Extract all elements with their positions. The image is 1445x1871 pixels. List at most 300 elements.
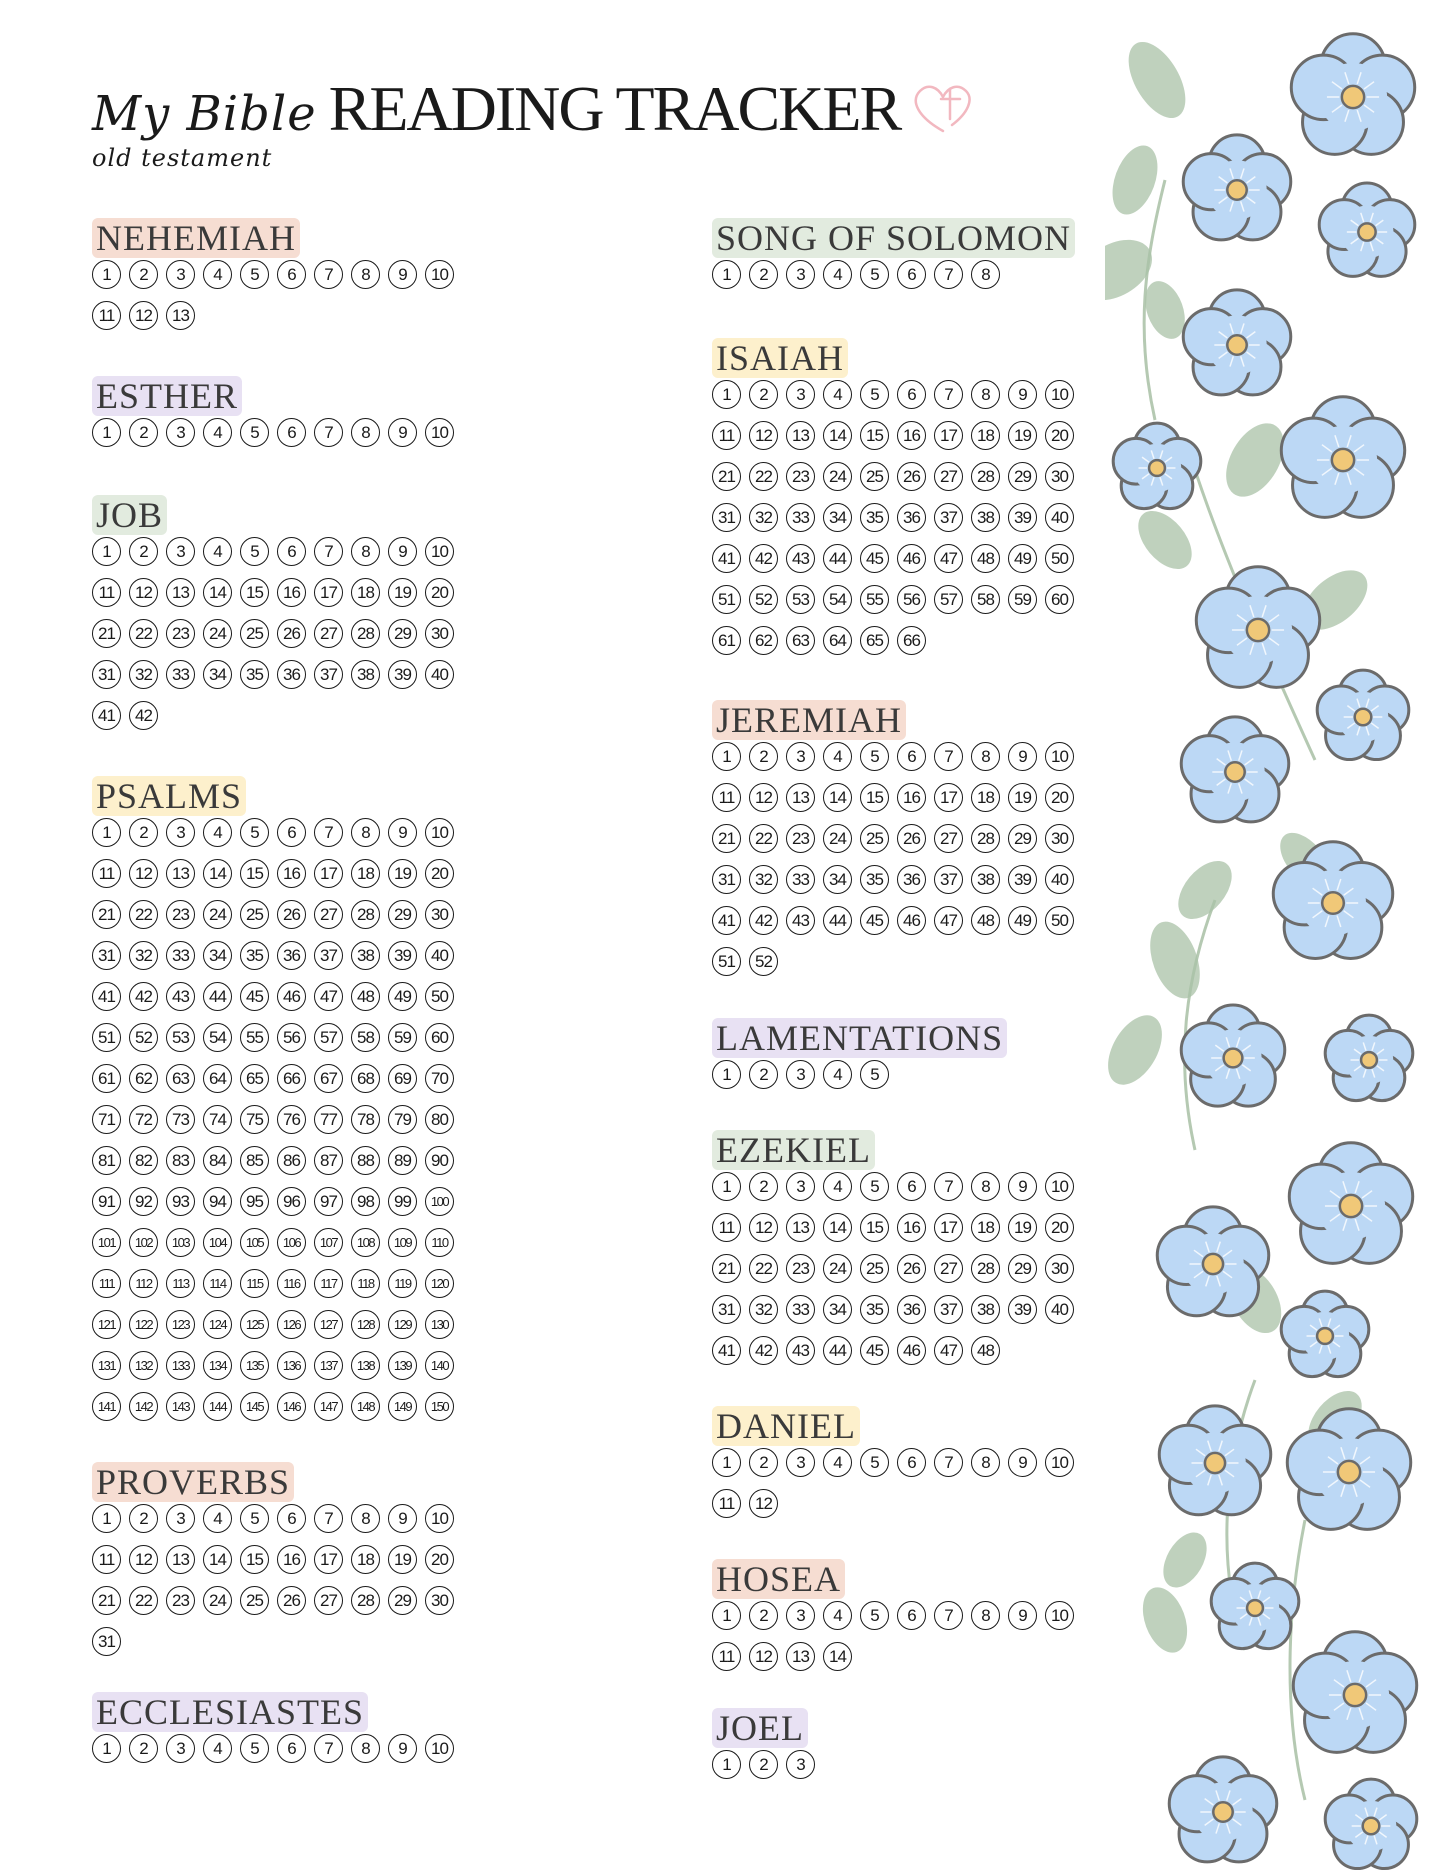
- chapter-checkbox[interactable]: 72: [129, 1105, 158, 1134]
- chapter-checkbox[interactable]: 52: [749, 585, 778, 614]
- chapter-checkbox[interactable]: 7: [934, 380, 963, 409]
- chapter-checkbox[interactable]: 116: [277, 1269, 306, 1298]
- chapter-checkbox[interactable]: 49: [1008, 544, 1037, 573]
- chapter-checkbox[interactable]: 12: [129, 1545, 158, 1574]
- chapter-checkbox[interactable]: 48: [971, 1336, 1000, 1365]
- chapter-checkbox[interactable]: 91: [92, 1187, 121, 1216]
- chapter-checkbox[interactable]: 24: [823, 462, 852, 491]
- chapter-checkbox[interactable]: 56: [277, 1023, 306, 1052]
- chapter-checkbox[interactable]: 14: [823, 1213, 852, 1242]
- chapter-checkbox[interactable]: 77: [314, 1105, 343, 1134]
- chapter-checkbox[interactable]: 133: [166, 1351, 195, 1380]
- chapter-checkbox[interactable]: 20: [425, 1545, 454, 1574]
- chapter-checkbox[interactable]: 1: [92, 818, 121, 847]
- chapter-checkbox[interactable]: 20: [1045, 1213, 1074, 1242]
- chapter-checkbox[interactable]: 2: [749, 1601, 778, 1630]
- chapter-checkbox[interactable]: 2: [749, 1448, 778, 1477]
- chapter-checkbox[interactable]: 113: [166, 1269, 195, 1298]
- chapter-checkbox[interactable]: 61: [92, 1064, 121, 1093]
- chapter-checkbox[interactable]: 22: [749, 1254, 778, 1283]
- chapter-checkbox[interactable]: 137: [314, 1351, 343, 1380]
- chapter-checkbox[interactable]: 2: [749, 1750, 778, 1779]
- chapter-checkbox[interactable]: 4: [823, 1448, 852, 1477]
- chapter-checkbox[interactable]: 8: [351, 1734, 380, 1763]
- chapter-checkbox[interactable]: 6: [277, 818, 306, 847]
- chapter-checkbox[interactable]: 13: [786, 1213, 815, 1242]
- chapter-checkbox[interactable]: 36: [277, 941, 306, 970]
- chapter-checkbox[interactable]: 1: [712, 1060, 741, 1089]
- chapter-checkbox[interactable]: 59: [388, 1023, 417, 1052]
- chapter-checkbox[interactable]: 39: [1008, 503, 1037, 532]
- chapter-checkbox[interactable]: 3: [786, 1601, 815, 1630]
- chapter-checkbox[interactable]: 31: [712, 503, 741, 532]
- chapter-checkbox[interactable]: 68: [351, 1064, 380, 1093]
- chapter-checkbox[interactable]: 57: [934, 585, 963, 614]
- chapter-checkbox[interactable]: 18: [971, 783, 1000, 812]
- chapter-checkbox[interactable]: 10: [1045, 1448, 1074, 1477]
- chapter-checkbox[interactable]: 11: [712, 421, 741, 450]
- chapter-checkbox[interactable]: 51: [92, 1023, 121, 1052]
- chapter-checkbox[interactable]: 63: [166, 1064, 195, 1093]
- chapter-checkbox[interactable]: 5: [240, 818, 269, 847]
- chapter-checkbox[interactable]: 2: [129, 260, 158, 289]
- chapter-checkbox[interactable]: 55: [240, 1023, 269, 1052]
- chapter-checkbox[interactable]: 3: [166, 418, 195, 447]
- chapter-checkbox[interactable]: 38: [971, 865, 1000, 894]
- chapter-checkbox[interactable]: 27: [314, 619, 343, 648]
- chapter-checkbox[interactable]: 32: [129, 941, 158, 970]
- chapter-checkbox[interactable]: 50: [1045, 544, 1074, 573]
- chapter-checkbox[interactable]: 1: [712, 1172, 741, 1201]
- chapter-checkbox[interactable]: 40: [1045, 865, 1074, 894]
- chapter-checkbox[interactable]: 120: [425, 1269, 454, 1298]
- chapter-checkbox[interactable]: 32: [749, 865, 778, 894]
- chapter-checkbox[interactable]: 37: [314, 660, 343, 689]
- chapter-checkbox[interactable]: 52: [749, 947, 778, 976]
- chapter-checkbox[interactable]: 86: [277, 1146, 306, 1175]
- chapter-checkbox[interactable]: 11: [92, 578, 121, 607]
- chapter-checkbox[interactable]: 24: [203, 1586, 232, 1615]
- chapter-checkbox[interactable]: 83: [166, 1146, 195, 1175]
- chapter-checkbox[interactable]: 18: [971, 421, 1000, 450]
- chapter-checkbox[interactable]: 31: [712, 1295, 741, 1324]
- chapter-checkbox[interactable]: 24: [823, 1254, 852, 1283]
- chapter-checkbox[interactable]: 37: [934, 503, 963, 532]
- chapter-checkbox[interactable]: 2: [129, 1504, 158, 1533]
- chapter-checkbox[interactable]: 8: [351, 1504, 380, 1533]
- chapter-checkbox[interactable]: 18: [351, 859, 380, 888]
- chapter-checkbox[interactable]: 30: [1045, 824, 1074, 853]
- chapter-checkbox[interactable]: 15: [240, 859, 269, 888]
- chapter-checkbox[interactable]: 11: [92, 1545, 121, 1574]
- chapter-checkbox[interactable]: 60: [425, 1023, 454, 1052]
- chapter-checkbox[interactable]: 7: [314, 537, 343, 566]
- chapter-checkbox[interactable]: 4: [823, 1601, 852, 1630]
- chapter-checkbox[interactable]: 145: [240, 1392, 269, 1421]
- chapter-checkbox[interactable]: 36: [897, 865, 926, 894]
- chapter-checkbox[interactable]: 8: [351, 260, 380, 289]
- chapter-checkbox[interactable]: 14: [823, 421, 852, 450]
- chapter-checkbox[interactable]: 16: [277, 859, 306, 888]
- chapter-checkbox[interactable]: 13: [166, 859, 195, 888]
- chapter-checkbox[interactable]: 1: [92, 1504, 121, 1533]
- chapter-checkbox[interactable]: 42: [129, 701, 158, 730]
- chapter-checkbox[interactable]: 33: [786, 503, 815, 532]
- chapter-checkbox[interactable]: 67: [314, 1064, 343, 1093]
- chapter-checkbox[interactable]: 35: [860, 503, 889, 532]
- chapter-checkbox[interactable]: 5: [860, 1172, 889, 1201]
- chapter-checkbox[interactable]: 9: [388, 537, 417, 566]
- chapter-checkbox[interactable]: 117: [314, 1269, 343, 1298]
- chapter-checkbox[interactable]: 61: [712, 626, 741, 655]
- chapter-checkbox[interactable]: 16: [897, 421, 926, 450]
- chapter-checkbox[interactable]: 39: [388, 941, 417, 970]
- chapter-checkbox[interactable]: 22: [129, 1586, 158, 1615]
- chapter-checkbox[interactable]: 130: [425, 1310, 454, 1339]
- chapter-checkbox[interactable]: 10: [1045, 1601, 1074, 1630]
- chapter-checkbox[interactable]: 5: [860, 1060, 889, 1089]
- chapter-checkbox[interactable]: 92: [129, 1187, 158, 1216]
- chapter-checkbox[interactable]: 21: [92, 900, 121, 929]
- chapter-checkbox[interactable]: 34: [823, 1295, 852, 1324]
- chapter-checkbox[interactable]: 42: [749, 544, 778, 573]
- chapter-checkbox[interactable]: 47: [314, 982, 343, 1011]
- chapter-checkbox[interactable]: 38: [971, 503, 1000, 532]
- chapter-checkbox[interactable]: 53: [786, 585, 815, 614]
- chapter-checkbox[interactable]: 108: [351, 1228, 380, 1257]
- chapter-checkbox[interactable]: 49: [1008, 906, 1037, 935]
- chapter-checkbox[interactable]: 17: [314, 859, 343, 888]
- chapter-checkbox[interactable]: 19: [388, 1545, 417, 1574]
- chapter-checkbox[interactable]: 24: [823, 824, 852, 853]
- chapter-checkbox[interactable]: 23: [786, 1254, 815, 1283]
- chapter-checkbox[interactable]: 32: [749, 1295, 778, 1324]
- chapter-checkbox[interactable]: 150: [425, 1392, 454, 1421]
- chapter-checkbox[interactable]: 62: [749, 626, 778, 655]
- chapter-checkbox[interactable]: 125: [240, 1310, 269, 1339]
- chapter-checkbox[interactable]: 34: [203, 660, 232, 689]
- chapter-checkbox[interactable]: 126: [277, 1310, 306, 1339]
- chapter-checkbox[interactable]: 33: [786, 865, 815, 894]
- chapter-checkbox[interactable]: 14: [203, 859, 232, 888]
- chapter-checkbox[interactable]: 2: [129, 818, 158, 847]
- chapter-checkbox[interactable]: 32: [129, 660, 158, 689]
- chapter-checkbox[interactable]: 57: [314, 1023, 343, 1052]
- chapter-checkbox[interactable]: 28: [971, 824, 1000, 853]
- chapter-checkbox[interactable]: 12: [129, 301, 158, 330]
- chapter-checkbox[interactable]: 44: [823, 906, 852, 935]
- chapter-checkbox[interactable]: 20: [1045, 421, 1074, 450]
- chapter-checkbox[interactable]: 53: [166, 1023, 195, 1052]
- chapter-checkbox[interactable]: 9: [388, 1734, 417, 1763]
- chapter-checkbox[interactable]: 19: [388, 859, 417, 888]
- chapter-checkbox[interactable]: 131: [92, 1351, 121, 1380]
- chapter-checkbox[interactable]: 8: [351, 537, 380, 566]
- chapter-checkbox[interactable]: 13: [166, 301, 195, 330]
- chapter-checkbox[interactable]: 25: [860, 462, 889, 491]
- chapter-checkbox[interactable]: 97: [314, 1187, 343, 1216]
- chapter-checkbox[interactable]: 23: [166, 1586, 195, 1615]
- chapter-checkbox[interactable]: 16: [277, 578, 306, 607]
- chapter-checkbox[interactable]: 11: [92, 859, 121, 888]
- chapter-checkbox[interactable]: 9: [388, 818, 417, 847]
- chapter-checkbox[interactable]: 54: [823, 585, 852, 614]
- chapter-checkbox[interactable]: 112: [129, 1269, 158, 1298]
- chapter-checkbox[interactable]: 3: [786, 260, 815, 289]
- chapter-checkbox[interactable]: 62: [129, 1064, 158, 1093]
- chapter-checkbox[interactable]: 46: [897, 906, 926, 935]
- chapter-checkbox[interactable]: 30: [425, 1586, 454, 1615]
- chapter-checkbox[interactable]: 39: [1008, 865, 1037, 894]
- chapter-checkbox[interactable]: 50: [1045, 906, 1074, 935]
- chapter-checkbox[interactable]: 121: [92, 1310, 121, 1339]
- chapter-checkbox[interactable]: 107: [314, 1228, 343, 1257]
- chapter-checkbox[interactable]: 56: [897, 585, 926, 614]
- chapter-checkbox[interactable]: 26: [277, 900, 306, 929]
- chapter-checkbox[interactable]: 30: [425, 619, 454, 648]
- chapter-checkbox[interactable]: 33: [166, 660, 195, 689]
- chapter-checkbox[interactable]: 138: [351, 1351, 380, 1380]
- chapter-checkbox[interactable]: 79: [388, 1105, 417, 1134]
- chapter-checkbox[interactable]: 41: [712, 1336, 741, 1365]
- chapter-checkbox[interactable]: 6: [897, 380, 926, 409]
- chapter-checkbox[interactable]: 139: [388, 1351, 417, 1380]
- chapter-checkbox[interactable]: 3: [166, 1734, 195, 1763]
- chapter-checkbox[interactable]: 15: [240, 578, 269, 607]
- chapter-checkbox[interactable]: 12: [129, 578, 158, 607]
- chapter-checkbox[interactable]: 7: [934, 1448, 963, 1477]
- chapter-checkbox[interactable]: 8: [971, 380, 1000, 409]
- chapter-checkbox[interactable]: 14: [203, 578, 232, 607]
- chapter-checkbox[interactable]: 45: [860, 544, 889, 573]
- chapter-checkbox[interactable]: 22: [749, 824, 778, 853]
- chapter-checkbox[interactable]: 7: [934, 742, 963, 771]
- chapter-checkbox[interactable]: 8: [971, 742, 1000, 771]
- chapter-checkbox[interactable]: 59: [1008, 585, 1037, 614]
- chapter-checkbox[interactable]: 4: [203, 418, 232, 447]
- chapter-checkbox[interactable]: 3: [786, 742, 815, 771]
- chapter-checkbox[interactable]: 90: [425, 1146, 454, 1175]
- chapter-checkbox[interactable]: 3: [166, 260, 195, 289]
- chapter-checkbox[interactable]: 24: [203, 900, 232, 929]
- chapter-checkbox[interactable]: 34: [203, 941, 232, 970]
- chapter-checkbox[interactable]: 37: [934, 1295, 963, 1324]
- chapter-checkbox[interactable]: 102: [129, 1228, 158, 1257]
- chapter-checkbox[interactable]: 24: [203, 619, 232, 648]
- chapter-checkbox[interactable]: 101: [92, 1228, 121, 1257]
- chapter-checkbox[interactable]: 12: [749, 783, 778, 812]
- chapter-checkbox[interactable]: 25: [240, 1586, 269, 1615]
- chapter-checkbox[interactable]: 10: [425, 1734, 454, 1763]
- chapter-checkbox[interactable]: 35: [240, 660, 269, 689]
- chapter-checkbox[interactable]: 46: [897, 544, 926, 573]
- chapter-checkbox[interactable]: 52: [129, 1023, 158, 1052]
- chapter-checkbox[interactable]: 10: [1045, 742, 1074, 771]
- chapter-checkbox[interactable]: 37: [934, 865, 963, 894]
- chapter-checkbox[interactable]: 6: [897, 1172, 926, 1201]
- chapter-checkbox[interactable]: 8: [351, 818, 380, 847]
- chapter-checkbox[interactable]: 27: [934, 462, 963, 491]
- chapter-checkbox[interactable]: 13: [786, 421, 815, 450]
- chapter-checkbox[interactable]: 23: [786, 462, 815, 491]
- chapter-checkbox[interactable]: 85: [240, 1146, 269, 1175]
- chapter-checkbox[interactable]: 41: [712, 544, 741, 573]
- chapter-checkbox[interactable]: 6: [897, 1601, 926, 1630]
- chapter-checkbox[interactable]: 35: [240, 941, 269, 970]
- chapter-checkbox[interactable]: 111: [92, 1269, 121, 1298]
- chapter-checkbox[interactable]: 5: [240, 1734, 269, 1763]
- chapter-checkbox[interactable]: 70: [425, 1064, 454, 1093]
- chapter-checkbox[interactable]: 17: [314, 1545, 343, 1574]
- chapter-checkbox[interactable]: 55: [860, 585, 889, 614]
- chapter-checkbox[interactable]: 1: [712, 742, 741, 771]
- chapter-checkbox[interactable]: 95: [240, 1187, 269, 1216]
- chapter-checkbox[interactable]: 3: [786, 1060, 815, 1089]
- chapter-checkbox[interactable]: 149: [388, 1392, 417, 1421]
- chapter-checkbox[interactable]: 9: [1008, 742, 1037, 771]
- chapter-checkbox[interactable]: 21: [92, 1586, 121, 1615]
- chapter-checkbox[interactable]: 7: [934, 260, 963, 289]
- chapter-checkbox[interactable]: 38: [971, 1295, 1000, 1324]
- chapter-checkbox[interactable]: 3: [786, 1172, 815, 1201]
- chapter-checkbox[interactable]: 30: [1045, 1254, 1074, 1283]
- chapter-checkbox[interactable]: 4: [823, 1172, 852, 1201]
- chapter-checkbox[interactable]: 142: [129, 1392, 158, 1421]
- chapter-checkbox[interactable]: 36: [277, 660, 306, 689]
- chapter-checkbox[interactable]: 18: [351, 578, 380, 607]
- chapter-checkbox[interactable]: 147: [314, 1392, 343, 1421]
- chapter-checkbox[interactable]: 15: [860, 1213, 889, 1242]
- chapter-checkbox[interactable]: 23: [166, 619, 195, 648]
- chapter-checkbox[interactable]: 29: [388, 900, 417, 929]
- chapter-checkbox[interactable]: 10: [425, 418, 454, 447]
- chapter-checkbox[interactable]: 20: [425, 578, 454, 607]
- chapter-checkbox[interactable]: 29: [1008, 824, 1037, 853]
- chapter-checkbox[interactable]: 43: [786, 1336, 815, 1365]
- chapter-checkbox[interactable]: 11: [712, 1213, 741, 1242]
- chapter-checkbox[interactable]: 134: [203, 1351, 232, 1380]
- chapter-checkbox[interactable]: 8: [971, 1601, 1000, 1630]
- chapter-checkbox[interactable]: 39: [388, 660, 417, 689]
- chapter-checkbox[interactable]: 31: [712, 865, 741, 894]
- chapter-checkbox[interactable]: 66: [897, 626, 926, 655]
- chapter-checkbox[interactable]: 6: [277, 418, 306, 447]
- chapter-checkbox[interactable]: 17: [934, 783, 963, 812]
- chapter-checkbox[interactable]: 5: [860, 742, 889, 771]
- chapter-checkbox[interactable]: 22: [129, 900, 158, 929]
- chapter-checkbox[interactable]: 69: [388, 1064, 417, 1093]
- chapter-checkbox[interactable]: 46: [897, 1336, 926, 1365]
- chapter-checkbox[interactable]: 3: [166, 537, 195, 566]
- chapter-checkbox[interactable]: 16: [897, 783, 926, 812]
- chapter-checkbox[interactable]: 14: [203, 1545, 232, 1574]
- chapter-checkbox[interactable]: 15: [860, 783, 889, 812]
- chapter-checkbox[interactable]: 20: [1045, 783, 1074, 812]
- chapter-checkbox[interactable]: 5: [240, 537, 269, 566]
- chapter-checkbox[interactable]: 1: [92, 260, 121, 289]
- chapter-checkbox[interactable]: 76: [277, 1105, 306, 1134]
- chapter-checkbox[interactable]: 1: [92, 418, 121, 447]
- chapter-checkbox[interactable]: 73: [166, 1105, 195, 1134]
- chapter-checkbox[interactable]: 47: [934, 544, 963, 573]
- chapter-checkbox[interactable]: 51: [712, 585, 741, 614]
- chapter-checkbox[interactable]: 4: [203, 537, 232, 566]
- chapter-checkbox[interactable]: 23: [166, 900, 195, 929]
- chapter-checkbox[interactable]: 4: [203, 1734, 232, 1763]
- chapter-checkbox[interactable]: 5: [860, 1448, 889, 1477]
- chapter-checkbox[interactable]: 15: [240, 1545, 269, 1574]
- chapter-checkbox[interactable]: 129: [388, 1310, 417, 1339]
- chapter-checkbox[interactable]: 109: [388, 1228, 417, 1257]
- chapter-checkbox[interactable]: 7: [934, 1601, 963, 1630]
- chapter-checkbox[interactable]: 37: [314, 941, 343, 970]
- chapter-checkbox[interactable]: 36: [897, 1295, 926, 1324]
- chapter-checkbox[interactable]: 93: [166, 1187, 195, 1216]
- chapter-checkbox[interactable]: 2: [749, 260, 778, 289]
- chapter-checkbox[interactable]: 38: [351, 941, 380, 970]
- chapter-checkbox[interactable]: 106: [277, 1228, 306, 1257]
- chapter-checkbox[interactable]: 6: [277, 1734, 306, 1763]
- chapter-checkbox[interactable]: 7: [314, 818, 343, 847]
- chapter-checkbox[interactable]: 49: [388, 982, 417, 1011]
- chapter-checkbox[interactable]: 1: [92, 1734, 121, 1763]
- chapter-checkbox[interactable]: 11: [712, 783, 741, 812]
- chapter-checkbox[interactable]: 1: [92, 537, 121, 566]
- chapter-checkbox[interactable]: 43: [786, 544, 815, 573]
- chapter-checkbox[interactable]: 27: [934, 1254, 963, 1283]
- chapter-checkbox[interactable]: 3: [786, 1448, 815, 1477]
- chapter-checkbox[interactable]: 10: [1045, 1172, 1074, 1201]
- chapter-checkbox[interactable]: 41: [712, 906, 741, 935]
- chapter-checkbox[interactable]: 40: [1045, 1295, 1074, 1324]
- chapter-checkbox[interactable]: 30: [1045, 462, 1074, 491]
- chapter-checkbox[interactable]: 11: [712, 1642, 741, 1671]
- chapter-checkbox[interactable]: 2: [129, 418, 158, 447]
- chapter-checkbox[interactable]: 8: [971, 260, 1000, 289]
- chapter-checkbox[interactable]: 5: [860, 1601, 889, 1630]
- chapter-checkbox[interactable]: 5: [860, 260, 889, 289]
- chapter-checkbox[interactable]: 144: [203, 1392, 232, 1421]
- chapter-checkbox[interactable]: 3: [786, 1750, 815, 1779]
- chapter-checkbox[interactable]: 100: [425, 1187, 454, 1216]
- chapter-checkbox[interactable]: 143: [166, 1392, 195, 1421]
- chapter-checkbox[interactable]: 19: [1008, 1213, 1037, 1242]
- chapter-checkbox[interactable]: 13: [166, 578, 195, 607]
- chapter-checkbox[interactable]: 122: [129, 1310, 158, 1339]
- chapter-checkbox[interactable]: 41: [92, 982, 121, 1011]
- chapter-checkbox[interactable]: 22: [129, 619, 158, 648]
- chapter-checkbox[interactable]: 4: [203, 818, 232, 847]
- chapter-checkbox[interactable]: 7: [314, 1734, 343, 1763]
- chapter-checkbox[interactable]: 9: [388, 418, 417, 447]
- chapter-checkbox[interactable]: 75: [240, 1105, 269, 1134]
- chapter-checkbox[interactable]: 26: [897, 1254, 926, 1283]
- chapter-checkbox[interactable]: 9: [388, 260, 417, 289]
- chapter-checkbox[interactable]: 146: [277, 1392, 306, 1421]
- chapter-checkbox[interactable]: 105: [240, 1228, 269, 1257]
- chapter-checkbox[interactable]: 35: [860, 865, 889, 894]
- chapter-checkbox[interactable]: 7: [934, 1172, 963, 1201]
- chapter-checkbox[interactable]: 38: [351, 660, 380, 689]
- chapter-checkbox[interactable]: 26: [277, 619, 306, 648]
- chapter-checkbox[interactable]: 16: [897, 1213, 926, 1242]
- chapter-checkbox[interactable]: 3: [786, 380, 815, 409]
- chapter-checkbox[interactable]: 54: [203, 1023, 232, 1052]
- chapter-checkbox[interactable]: 94: [203, 1187, 232, 1216]
- chapter-checkbox[interactable]: 8: [971, 1172, 1000, 1201]
- chapter-checkbox[interactable]: 118: [351, 1269, 380, 1298]
- chapter-checkbox[interactable]: 46: [277, 982, 306, 1011]
